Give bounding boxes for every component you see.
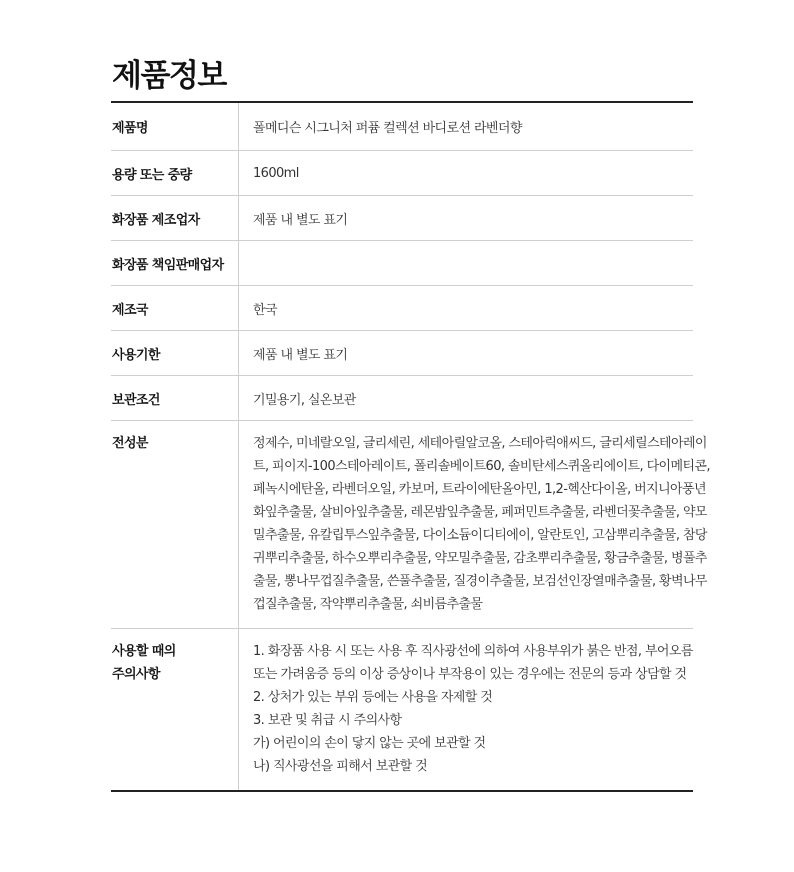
row-value bbox=[239, 421, 710, 629]
caution-line: 가) 어린이의 손이 닿지 않는 곳에 보관할 것 bbox=[253, 736, 486, 751]
value-text: 기밀용기, 실온보관 bbox=[253, 392, 356, 408]
row-value bbox=[239, 376, 694, 421]
table-row bbox=[111, 286, 693, 331]
caution-line: 2. 상처가 있는 부위 등에는 사용을 자제할 것 bbox=[253, 690, 493, 705]
label-text: 사용기한 bbox=[112, 347, 160, 363]
ingredients-line: 트, 피이지-100스테아레이트, 폴리솔베이트60, 솔비탄세스퀴올리에이트, 다이메티콘, bbox=[253, 459, 710, 474]
label-text: 전성분 bbox=[112, 436, 148, 451]
caution-line: 나) 직사광선을 피해서 보관할 것 bbox=[253, 759, 428, 774]
table-row bbox=[111, 629, 693, 792]
label-text: 주의사항 bbox=[112, 667, 160, 682]
page-title: 제품정보 bbox=[112, 58, 226, 94]
table-row bbox=[111, 241, 693, 286]
row-value bbox=[239, 151, 694, 196]
label-text: 화장품 책임판매업자 bbox=[112, 257, 224, 273]
ingredients-line: 껍질추출물, 작약뿌리추출물, 쇠비름추출물 bbox=[253, 597, 483, 612]
row-label bbox=[111, 331, 239, 376]
table-row bbox=[111, 196, 693, 241]
ingredients-line: 밀추출물, 유칼립투스잎추출물, 다이소듐이디티에이, 알란토인, 고삼뿌리추출물, 참당 bbox=[253, 528, 707, 543]
label-text: 용량 또는 중량 bbox=[112, 167, 192, 183]
ingredients-line: 페녹시에탄올, 라벤더오일, 카보머, 트라이에탄올아민, 1,2-헥산다이올, 버지니아풍년 bbox=[253, 482, 706, 497]
row-label bbox=[111, 286, 239, 331]
row-label bbox=[111, 196, 239, 241]
row-value bbox=[239, 331, 694, 376]
label-text: 제품명 bbox=[112, 121, 148, 136]
row-label bbox=[111, 241, 239, 286]
row-value bbox=[239, 286, 694, 331]
label-text: 보관조건 bbox=[112, 392, 160, 408]
caution-line: 1. 화장품 사용 시 또는 사용 후 직사광선에 의하여 사용부위가 붉은 반점, 부어오름 bbox=[253, 644, 693, 659]
row-label bbox=[111, 421, 239, 629]
ingredients-line: 정제수, 미네랄오일, 글리세린, 세테아릴알코올, 스테아릭애씨드, 글리세릴스테아레이 bbox=[253, 436, 707, 451]
ingredients-line: 출물, 뽕나무껍질추출물, 쓴풀추출물, 질경이추출물, 보검선인장열매추출물, 황벽나무 bbox=[253, 574, 707, 589]
value-text: 제품 내 별도 표기 bbox=[253, 347, 348, 363]
label-text: 화장품 제조업자 bbox=[112, 212, 200, 228]
value-text: 제품 내 별도 표기 bbox=[253, 212, 348, 228]
row-value bbox=[239, 196, 694, 241]
table-row bbox=[111, 102, 693, 151]
label-text: 제조국 bbox=[112, 302, 148, 318]
caution-line: 또는 가려움증 등의 이상 증상이나 부작용이 있는 경우에는 전문의 등과 상담할 것 bbox=[253, 667, 687, 682]
row-value bbox=[239, 102, 694, 151]
value-text: 한국 bbox=[253, 302, 277, 318]
row-value bbox=[239, 629, 694, 792]
row-label bbox=[111, 102, 239, 151]
table-row bbox=[111, 331, 693, 376]
table-row bbox=[111, 376, 693, 421]
table-row bbox=[111, 151, 693, 196]
ingredients-line: 귀뿌리추출물, 하수오뿌리추출물, 약모밀추출물, 감초뿌리추출물, 황금추출물, 병풀추 bbox=[253, 551, 707, 566]
table-row bbox=[111, 421, 693, 629]
label-text: 사용할 때의 bbox=[112, 644, 176, 659]
row-label bbox=[111, 151, 239, 196]
row-value bbox=[239, 241, 694, 286]
row-label bbox=[111, 629, 239, 792]
caution-line: 3. 보관 및 취급 시 주의사항 bbox=[253, 713, 402, 728]
ingredients-line: 화잎추출물, 살비아잎추출물, 레몬밤잎추출물, 페퍼민트추출물, 라벤더꽃추출물, 약모 bbox=[253, 505, 707, 520]
value-text: 1600ml bbox=[253, 165, 299, 181]
product-info-table bbox=[111, 101, 710, 792]
value-text: 폴메디슨 시그니처 퍼퓸 컬렉션 바디로션 라벤더향 bbox=[253, 121, 522, 136]
row-label bbox=[111, 376, 239, 421]
